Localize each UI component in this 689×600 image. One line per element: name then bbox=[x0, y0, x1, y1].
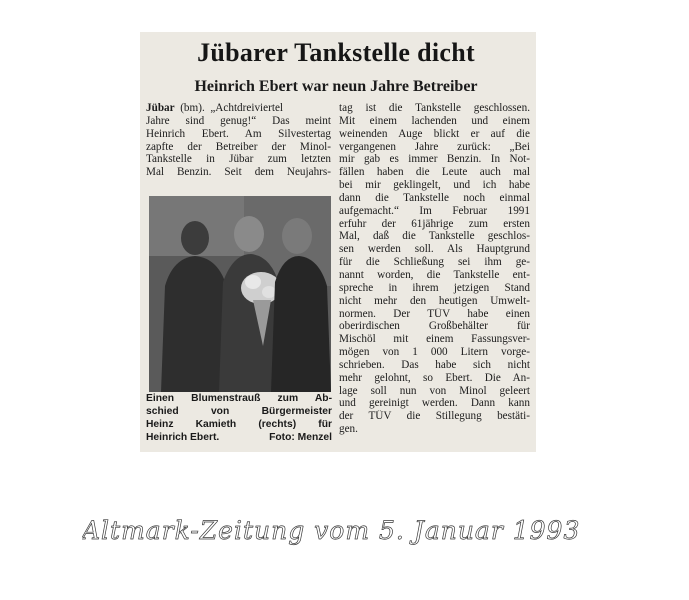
body-line: zapfte der Betreiber der Minol- bbox=[146, 140, 331, 153]
body-line: Mal Benzin. Seit dem Neujahrs- bbox=[146, 166, 331, 179]
handwritten-note bbox=[82, 505, 602, 565]
body-line: weinenden Auge blickt er auf die bbox=[339, 127, 530, 140]
body-line: erfuhr der 61jährige zum ersten bbox=[339, 217, 530, 230]
body-line: vergangenen Jahre zurück: „Bei bbox=[339, 140, 530, 153]
body-line: bei mir geklingelt, und ich habe bbox=[339, 179, 530, 192]
body-line: nicht mehr den heutigen Umwelt- bbox=[339, 294, 530, 307]
photo-image bbox=[149, 196, 331, 392]
handwritten-text: Altmark-Zeitung vom 5. Januar 1993 bbox=[82, 516, 581, 545]
body-line: nannt worden, die Tankstelle ent- bbox=[339, 268, 530, 281]
body-line: fällen haben die Leute auch mal bbox=[339, 166, 530, 179]
photo-caption bbox=[146, 393, 332, 445]
body-line: Jahre sind genug!“ Das meint bbox=[146, 114, 331, 127]
body-line: Mal, daß die Tankstelle geschlos- bbox=[339, 230, 530, 243]
body-line: normen. Der TÜV habe einen bbox=[339, 307, 530, 320]
body-line: dann die Tankstelle noch einmal bbox=[339, 191, 530, 204]
article-subheadline: Heinrich Ebert war neun Jahre Betreiber bbox=[194, 78, 478, 95]
body-line: aufgemacht.“ Im Februar 1991 bbox=[339, 204, 530, 217]
body-line: Heinrich Ebert. Am Silvestertag bbox=[146, 127, 331, 140]
dateline-place: Jübar bbox=[146, 102, 175, 114]
article-left-column bbox=[146, 102, 331, 179]
body-line: Mit einem lachenden und einem bbox=[339, 114, 530, 127]
body-line: Tankstelle in Jübar zum letzten bbox=[146, 153, 331, 166]
body-line: Mischöl mit einem Fassungsver- bbox=[339, 333, 530, 346]
photo-credit: Foto: Menzel bbox=[269, 431, 332, 443]
body-line: für die Schließung sei ihm ge- bbox=[339, 256, 530, 269]
body-line: der TÜV die Stillegung bestäti- bbox=[339, 410, 530, 423]
caption-last-line bbox=[146, 432, 332, 445]
caption-line: schied von Bürgermeister bbox=[146, 405, 332, 417]
caption-line: Einen Blumenstrauß zum Ab- bbox=[146, 393, 332, 404]
body-line: mir gab es immer Benzin. In Not- bbox=[339, 153, 530, 166]
dateline-line bbox=[146, 102, 331, 115]
body-line: gen. bbox=[339, 423, 358, 436]
body-line: mögen von 1 000 Litern vorge- bbox=[339, 346, 530, 359]
body-line: mehr gelohnt, so Ebert. Die An- bbox=[339, 371, 530, 384]
body-line: lage soll nun von Minol geleert bbox=[339, 384, 530, 397]
body-line: spreche in ihrem jetzigen Stand bbox=[339, 281, 530, 294]
body-line: tag ist die Tankstelle geschlossen. bbox=[339, 102, 530, 114]
body-line: sen werden soll. Als Hauptgrund bbox=[339, 243, 530, 256]
body-line: und gereinigt werden. Dann kann bbox=[339, 397, 530, 410]
caption-line: Heinz Kamieth (rechts) für bbox=[146, 418, 332, 430]
body-line: schrieben. Das habe sich nicht bbox=[339, 358, 530, 371]
article-right-column bbox=[339, 102, 530, 436]
article-photo bbox=[149, 196, 331, 392]
handwriting-svg bbox=[82, 505, 602, 565]
body-line: „Achtdreiviertel bbox=[210, 102, 284, 114]
dateline-source: (bm). bbox=[180, 102, 205, 114]
caption-line: Heinrich Ebert. bbox=[146, 431, 220, 443]
body-line: oberirdischen Großbehälter für bbox=[339, 320, 530, 333]
article-headline: Jübarer Tankstelle dicht bbox=[197, 38, 475, 67]
